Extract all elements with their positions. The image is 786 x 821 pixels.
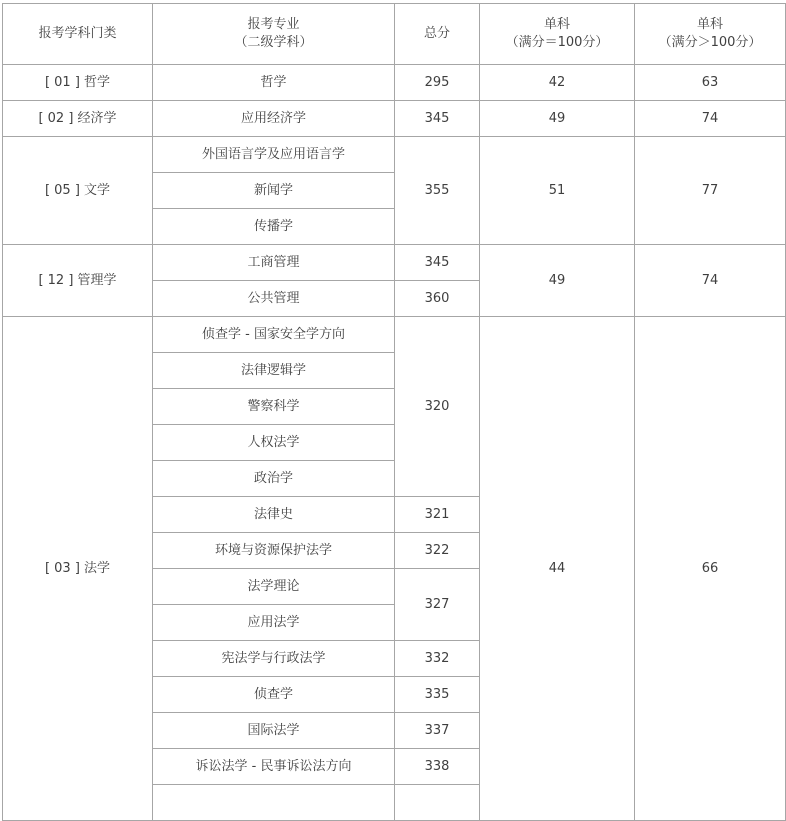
major-cell: 新闻学 <box>153 173 395 209</box>
total-cell: 355 <box>395 137 480 245</box>
major-cell: 应用法学 <box>153 605 395 641</box>
total-cell: 345 <box>395 245 480 281</box>
total-cell: 322 <box>395 533 480 569</box>
single-100-cell: 49 <box>480 101 635 137</box>
header-category: 报考学科门类 <box>3 4 153 65</box>
single-over100-cell: 66 <box>635 317 786 821</box>
major-cell: 法律逻辑学 <box>153 353 395 389</box>
header-row <box>3 4 786 65</box>
single-over100-cell: 63 <box>635 65 786 101</box>
total-cell <box>395 785 480 821</box>
major-cell: 工商管理 <box>153 245 395 281</box>
total-cell: 335 <box>395 677 480 713</box>
major-cell: 公共管理 <box>153 281 395 317</box>
table-row <box>3 317 786 353</box>
single-over100-cell: 74 <box>635 245 786 317</box>
score-table <box>2 3 786 821</box>
major-cell: 应用经济学 <box>153 101 395 137</box>
single-100-cell: 42 <box>480 65 635 101</box>
total-cell: 327 <box>395 569 480 641</box>
header-major: 报考专业 （二级学科） <box>153 4 395 65</box>
major-cell: 政治学 <box>153 461 395 497</box>
table-row <box>3 101 786 137</box>
single-over100-cell: 74 <box>635 101 786 137</box>
category-cell: [ 12 ] 管理学 <box>3 245 153 317</box>
header-total: 总分 <box>395 4 480 65</box>
major-cell: 国际法学 <box>153 713 395 749</box>
category-cell: [ 05 ] 文学 <box>3 137 153 245</box>
total-cell: 321 <box>395 497 480 533</box>
major-cell: 侦查学 <box>153 677 395 713</box>
major-cell: 传播学 <box>153 209 395 245</box>
total-cell: 338 <box>395 749 480 785</box>
single-over100-cell: 77 <box>635 137 786 245</box>
major-cell: 外国语言学及应用语言学 <box>153 137 395 173</box>
major-cell: 人权法学 <box>153 425 395 461</box>
total-cell: 360 <box>395 281 480 317</box>
major-cell: 哲学 <box>153 65 395 101</box>
major-cell: 环境与资源保护法学 <box>153 533 395 569</box>
table-row <box>3 65 786 101</box>
single-100-cell: 44 <box>480 317 635 821</box>
major-cell: 法学理论 <box>153 569 395 605</box>
major-cell: 法律史 <box>153 497 395 533</box>
table-row <box>3 137 786 173</box>
header-single-100: 单科 （满分＝100分） <box>480 4 635 65</box>
header-single-over100: 单科 （满分＞100分） <box>635 4 786 65</box>
single-100-cell: 51 <box>480 137 635 245</box>
total-cell: 345 <box>395 101 480 137</box>
category-cell: [ 02 ] 经济学 <box>3 101 153 137</box>
total-cell: 332 <box>395 641 480 677</box>
total-cell: 320 <box>395 317 480 497</box>
single-100-cell: 49 <box>480 245 635 317</box>
total-cell: 337 <box>395 713 480 749</box>
major-cell: 诉讼法学 - 民事诉讼法方向 <box>153 749 395 785</box>
major-cell: 宪法学与行政法学 <box>153 641 395 677</box>
total-cell: 295 <box>395 65 480 101</box>
major-cell <box>153 785 395 821</box>
category-cell: [ 03 ] 法学 <box>3 317 153 821</box>
category-cell: [ 01 ] 哲学 <box>3 65 153 101</box>
major-cell: 侦查学 - 国家安全学方向 <box>153 317 395 353</box>
major-cell: 警察科学 <box>153 389 395 425</box>
table-row <box>3 245 786 281</box>
